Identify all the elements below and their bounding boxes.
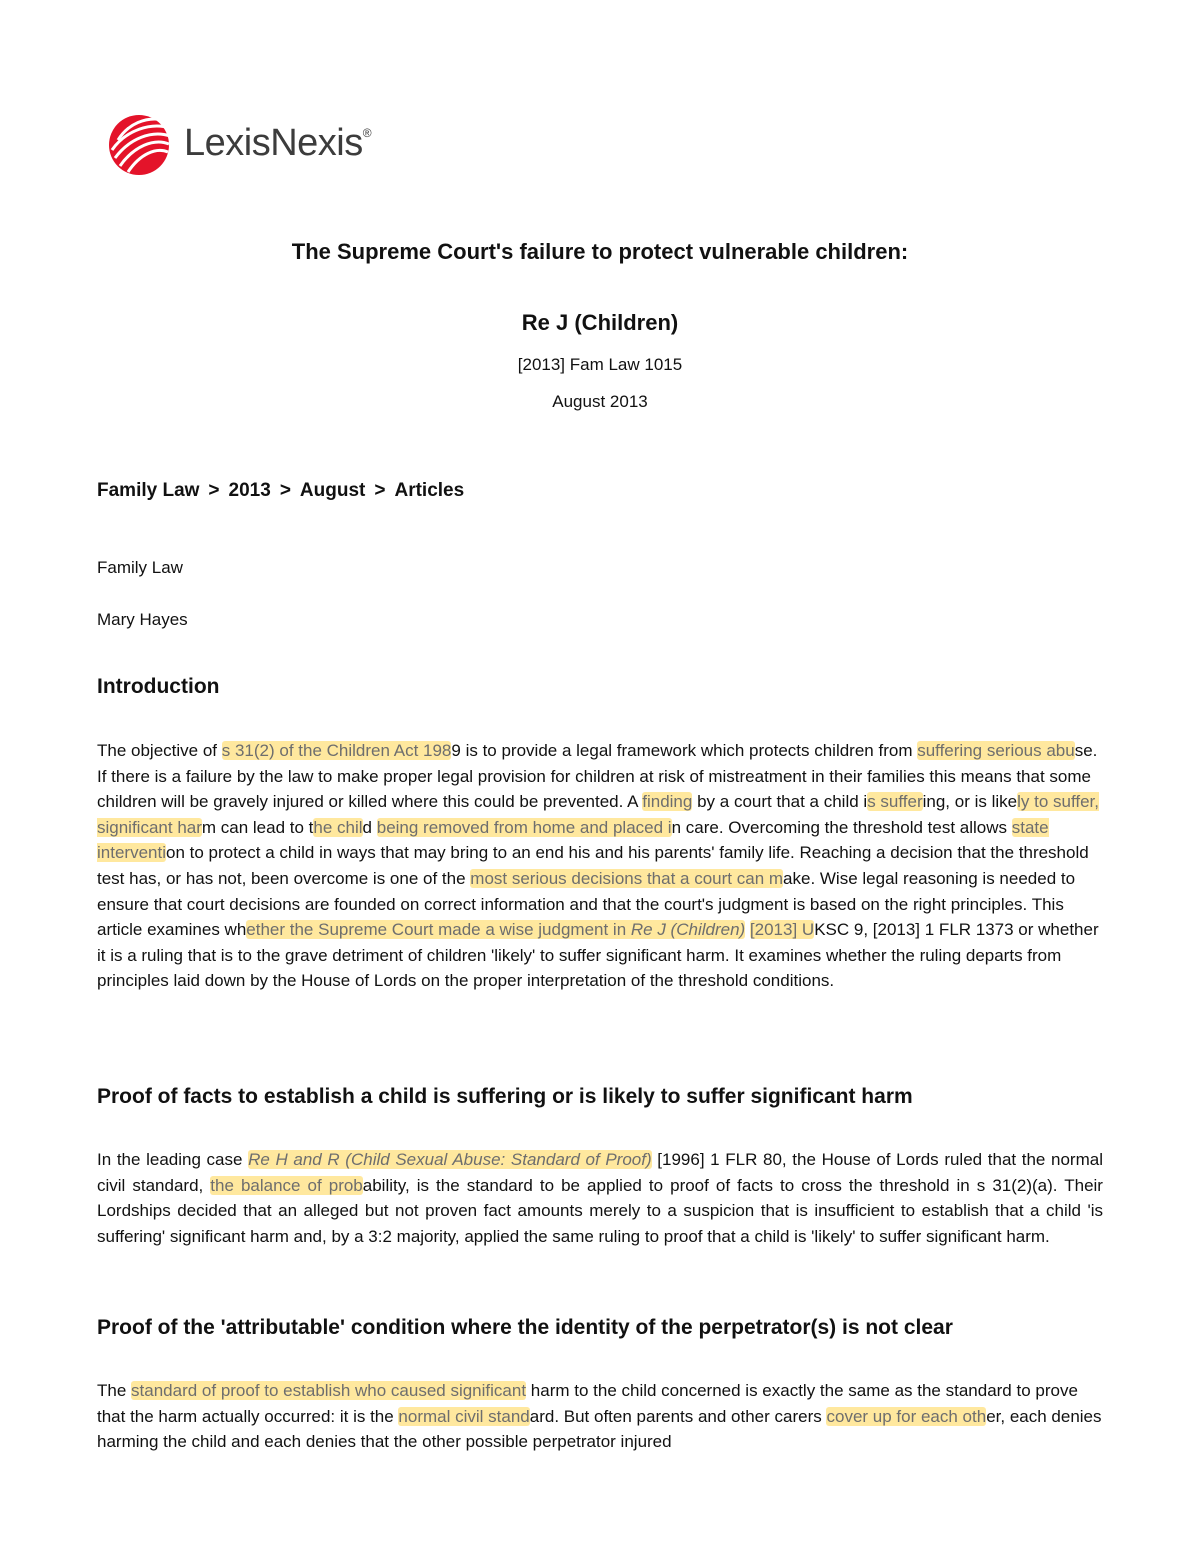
citation: [2013] Fam Law 1015: [517, 355, 683, 374]
breadcrumb-separator: >: [279, 480, 291, 501]
breadcrumb-item-articles[interactable]: Articles: [394, 480, 465, 501]
highlight: [2013] U: [749, 920, 815, 940]
highlight: standard of proof to establish who caused significant: [131, 1381, 527, 1400]
breadcrumb-separator: >: [374, 480, 386, 501]
case-link-re-h-and-r[interactable]: Re H and R (Child Sexual Abuse: Standard of Proof): [248, 1150, 652, 1169]
highlight: being removed from home and placed i: [376, 817, 672, 837]
proof-paragraph: In the leading case Re H and R (Child Sexual Abuse: Standard of Proof) [1996] 1 FLR 80, the House of Lords ruled that the normal civil standard, the balance of probability, is the standard to be applied to proof of facts to cross the threshold in s 31(2)(a). Their Lordships decided that an alleged but not proven fact amounts merely to a suspicion that is insufficient to establish that a child 'is suffering' significant harm and, by a 3:2 majority, applied the same ruling to proof that a child is 'likely' to suffer significant harm.: [97, 1150, 1103, 1246]
breadcrumb-item-family-law[interactable]: Family Law: [97, 480, 200, 501]
breadcrumb-item-august[interactable]: August: [299, 480, 366, 501]
highlight: finding: [642, 792, 693, 812]
author-name: Mary Hayes: [97, 610, 188, 629]
section-heading-attributable-condition: Proof of the 'attributable' condition where the identity of the perpetrator(s) is not clear: [97, 1316, 953, 1339]
highlight: state interventi: [97, 817, 1049, 863]
publication-name: Family Law: [97, 558, 183, 577]
section-heading-introduction: Introduction: [97, 675, 220, 698]
article-title: The Supreme Court's failure to protect vulnerable children:: [291, 239, 909, 264]
attributable-paragraph: The standard of proof to establish who caused significant harm to the child concerned is exactly the same as the standard to prove that the harm actually occurred: it is the normal civil standard. But often parents and other carers cover up for each other, each denies harming the child and each denies that the other possible perpetrator injured: [97, 1381, 1102, 1452]
logo-wordmark: LexisNexis®: [184, 122, 372, 164]
publication-date: August 2013: [552, 392, 648, 411]
case-name: Re J (Children): [521, 310, 679, 335]
highlight: normal civil stand: [398, 1406, 530, 1426]
breadcrumb-item-2013[interactable]: 2013: [228, 480, 271, 501]
intro-paragraph: The objective of s 31(2) of the Children Act 1989 is to provide a legal framework which protects children from suffering serious abuse. If there is a failure by the law to make proper legal provision for children at risk of mistreatment in their families this means that some children will be gravely injured or killed where this could be prevented. A finding by a court that a child is suffering, or is likely to suffer, significant harm can lead to the child being removed from home and placed in care. Overcoming the threshold test allows state intervention to protect a child in ways that may bring to an end his and his parents' family life. Reaching a decision that the threshold test has, or has not, been overcome is one of the most serious decisions that a court can make. Wise legal reasoning is needed to ensure that court decisions are founded on correct information and that the court's judgment is based on the right principles. This article examines whether the Supreme Court made a wise judgment in Re J (Children) [2013] UKSC 9, [2013] 1 FLR 1373 or whether it is a ruling that is to the grave detriment of children 'likely' to suffer significant harm. It examines whether the ruling departs from principles laid down by the House of Lords on the proper interpretation of the threshold conditions.: [97, 741, 1100, 991]
lexisnexis-logo-icon: [106, 110, 172, 176]
highlight: most serious decisions that a court can m: [470, 868, 784, 888]
highlight: s suffer: [867, 792, 923, 812]
highlight: suffering serious abu: [917, 741, 1075, 760]
highlight: cover up for each oth: [826, 1406, 987, 1426]
section-heading-proof-of-facts: Proof of facts to establish a child is suffering or is likely to suffer significant harm: [97, 1085, 913, 1108]
highlight: ly to suffer, significant har: [97, 792, 1100, 837]
highlight: ether the Supreme Court made a wise judgment in Re J (Children): [246, 920, 746, 940]
case-link-re-j[interactable]: Re J (Children): [630, 920, 746, 940]
breadcrumb-separator: >: [208, 480, 220, 501]
highlight: s 31(2) of the Children Act 198: [221, 741, 452, 760]
breadcrumb: [97, 480, 464, 502]
highlight: he chil: [313, 817, 363, 837]
lexisnexis-logo: [106, 110, 406, 176]
highlight: the balance of prob: [210, 1175, 363, 1195]
